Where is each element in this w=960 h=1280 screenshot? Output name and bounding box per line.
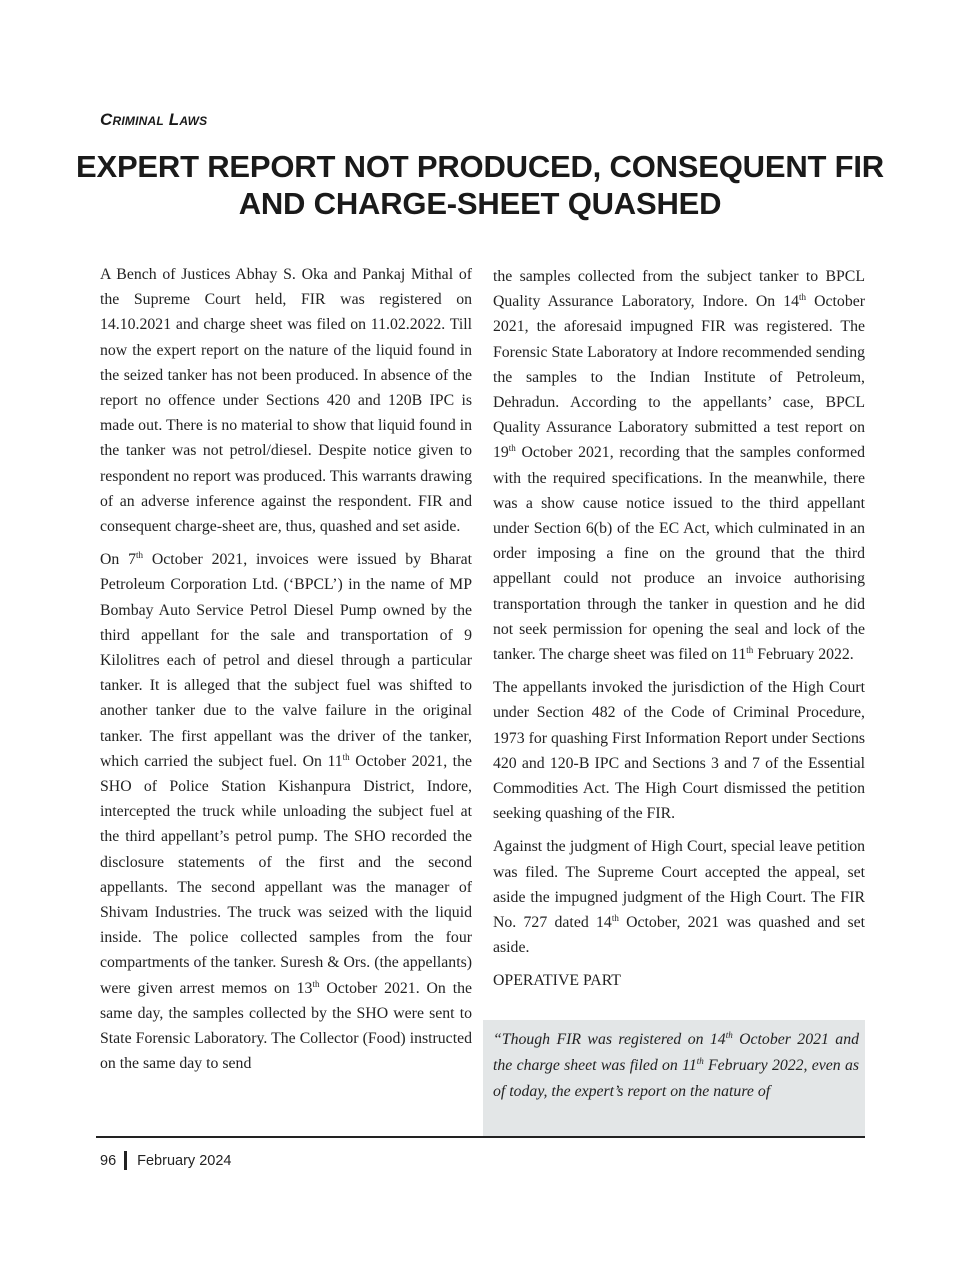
operative-part-heading: OPERATIVE PART bbox=[493, 972, 621, 990]
section-label bbox=[100, 110, 207, 130]
article-title: EXPERT REPORT NOT PRODUCED, CONSEQUENT FIR AND CHARGE-SHEET QUASHED bbox=[76, 149, 884, 221]
summary-paragraph: A Bench of Justices Abhay S. Oka and Pankaj Mithal of the Supreme Court held, FIR was registered on 14.10.2021 and charge sheet was filed on 11.02.2022. Till now the expert report on the nature of the liquid found in the seized tanker has not been produced. In absence of the report no offence under Sections 420 and 120B IPC is made out. There is no material to show that liquid found in the tanker was not petrol/diesel. Despite notice given to respondent no report was produced. This warrants drawing of an adverse inference against the respondent. FIR and consequent charge-sheet are, thus, quashed and set aside. bbox=[100, 266, 472, 536]
facts-paragraph: On 7th October 2021, invoices were issued by Bharat Petroleum Corporation Ltd. (‘BPCL’) in the name of MP Bombay Auto Service Petrol Diesel Pump owned by the third appellant for the sale and transportation of 9 Kilolitres each of petrol and diesel through a particular tanker. It is alleged that the subject fuel was shifted to another tanker due to the valve failure in the original tanker. The first appellant was the driver of the tanker, which carried the subject fuel. On 11th October 2021, the SHO of Police Station Kishanpura District, Indore, intercepted the truck while unloading the subject fuel at the third appellant’s petrol pump. The SHO recorded the disclosure statements of the first and the second appellants. The second appellant was the manager of Shivam Industries. The truck was seized with the liquid inside. The police collected samples from the four compartments of the tanker. Suresh & Ors. (the appellants) were given arrest memos on 13th October 2021. On the same day, the samples collected by the SHO were sent to State Forensic Laboratory. The Collector (Food) instructed on the same day to send bbox=[100, 550, 473, 1073]
footer-rule bbox=[96, 1136, 865, 1138]
supreme-court-paragraph: Against the judgment of High Court, special leave petition was filed. The Supreme Court accepted the appeal, set aside the impugned judgment of the High Court. The FIR No. 727 dated 14th October, 2021 was quashed and set aside. bbox=[493, 838, 865, 957]
facts-continued-paragraph: the samples collected from the subject tanker to BPCL Quality Assurance Laboratory, Indore. On 14th October 2021, the aforesaid impugned FIR was registered. The Forensic State Laboratory at Indore recommended sending the samples to the Indian Institute of Petroleum, Dehradun. According to the appellants’ case, BPCL Quality Assurance Laboratory submitted a test report on 19th October 2021, recording that the samples conformed with the required specifications. In the meanwhile, there was a show cause notice issued to the third appellant under Section 6(b) of the EC Act, which culminated in an order imposing a fine on the ground that the third appellant could not produce an invoice authorising transportation through the tanker in question and he did not seek permission for opening the seal and lock of the tanker. The charge sheet was filed on 11th February 2022. bbox=[493, 268, 865, 664]
footer-divider bbox=[124, 1151, 127, 1170]
page-footer bbox=[100, 1151, 231, 1170]
page-number: 96 bbox=[100, 1152, 117, 1169]
issue-date: February 2024 bbox=[137, 1152, 232, 1169]
left-column bbox=[100, 262, 472, 1085]
right-column bbox=[493, 264, 865, 1001]
section-label-text: Criminal Laws bbox=[100, 110, 208, 129]
high-court-paragraph: The appellants invoked the jurisdiction of the High Court under Section 482 of the Code of Criminal Procedure, 1973 for quashing First Information Report under Sections 420 and 120-B IPC and Sections 3 and 7 of the Essential Commodities Act. The High Court dismissed the petition seeking quashing of the FIR. bbox=[493, 679, 865, 823]
operative-quote: “Though FIR was registered on 14th October 2021 and the charge sheet was filed on 11th February 2022, even as of today, the expert’s report on the nature of bbox=[493, 1030, 860, 1100]
